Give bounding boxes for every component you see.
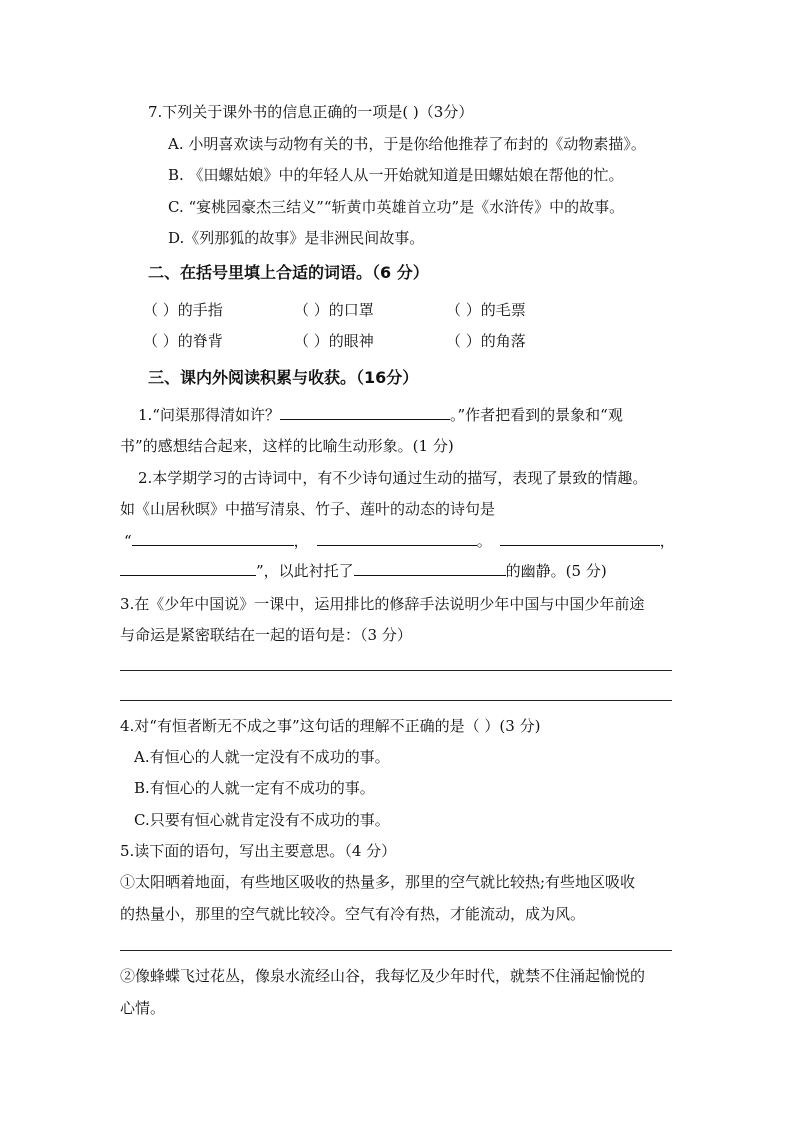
q7-stem: 7.下列关于课外书的信息正确的一项是( )（3分） <box>148 103 474 121</box>
fill-item-money: （ ）的毛票 <box>446 301 526 319</box>
q2-line-4 <box>120 561 607 581</box>
section2-title: 二、在括号里填上合适的词语。（6 分） <box>148 263 429 282</box>
q1-text-b: 。”作者把看到的景象和“观 <box>449 406 623 424</box>
q1-line <box>138 405 623 425</box>
q5-passage-1-line-2: 的热量小，那里的空气就比较冷。空气有冷有热，才能流动，成为风。 <box>120 905 586 923</box>
q5-passage-2-line-1: ②像蜂蝶飞过花丛，像泉水流经山谷，我每忆及少年时代，就禁不住涌起愉悦的 <box>120 967 646 985</box>
q2-line-1: 2.本学期学习的古诗词中，有不少诗句通过生动的描写，表现了景致的情趣。 <box>138 469 648 487</box>
q7-option-d: D.《列那狐的故事》是非洲民间故事。 <box>168 229 425 247</box>
q2-blank-1[interactable] <box>132 531 294 546</box>
q5-stem: 5.读下面的语句，写出主要意思。（4 分） <box>120 842 397 860</box>
q4-option-c: C.只要有恒心就肯定没有不成功的事。 <box>134 811 390 829</box>
q4-option-a: A.有恒心的人就一定没有不成功的事。 <box>134 748 390 766</box>
q2-comma-1: ， <box>293 532 309 550</box>
section3-title: 三、课内外阅读积累与收获。（16分） <box>148 368 419 387</box>
fill-item-back: （ ）的脊背 <box>143 332 223 350</box>
q4-option-b: B.有恒心的人就一定有不成功的事。 <box>134 779 375 797</box>
q3-line-1: 3.在《少年中国说》一课中，运用排比的修辞手法说明少年中国与中国少年前途 <box>120 595 645 613</box>
q2-open-quote: “ <box>124 532 132 550</box>
q7-option-b: B. 《田螺姑娘》中的年轻人从一开始就知道是田螺姑娘在帮他的忙。 <box>168 166 624 184</box>
q2-period: 。 <box>476 532 492 550</box>
q3-answer-line-1[interactable] <box>120 670 672 671</box>
q2-blank-3[interactable] <box>500 531 660 546</box>
q5-answer-line-1[interactable] <box>120 950 672 951</box>
q4-stem: 4.对“有恒者断无不成之事”这句话的理解不正确的是（ ）(3 分) <box>120 717 541 735</box>
fill-item-hands: （ ）的手指 <box>143 301 223 319</box>
q2-line-2: 如《山居秋暝》中描写清泉、竹子、莲叶的动态的诗句是 <box>120 500 496 518</box>
q2-line-3 <box>124 531 675 551</box>
fill-item-eyes: （ ）的眼神 <box>294 332 374 350</box>
q2-text-d1: ”，以此衬托了 <box>256 562 354 580</box>
q1-text-a: 1.“问渠那得清如许？ <box>138 406 280 424</box>
q2-text-d2: 的幽静。(5 分) <box>505 562 607 580</box>
q2-blank-2[interactable] <box>317 531 477 546</box>
fill-item-mask: （ ）的口罩 <box>294 301 374 319</box>
q5-passage-2-line-2: 心情。 <box>120 999 166 1017</box>
fill-item-corner: （ ）的角落 <box>446 332 526 350</box>
q7-option-c: C. “宴桃园豪杰三结义”“斩黄巾英雄首立功”是《水浒传》中的故事。 <box>168 198 625 216</box>
q2-blank-4[interactable] <box>120 561 256 576</box>
q3-answer-line-2[interactable] <box>120 700 672 701</box>
q3-line-2: 与命运是紧密联结在一起的语句是：（3 分） <box>120 626 412 644</box>
q5-passage-1-line-1: ①太阳晒着地面，有些地区吸收的热量多，那里的空气就比较热;有些地区吸收 <box>120 873 636 891</box>
q1-line-2: 书”的感想结合起来，这样的比喻生动形象。(1 分) <box>120 437 454 455</box>
q7-option-a: A. 小明喜欢读与动物有关的书，于是你给他推荐了布封的《动物素描》。 <box>168 135 646 153</box>
q2-blank-5[interactable] <box>354 561 506 576</box>
q1-answer-blank[interactable] <box>280 405 450 420</box>
q2-comma-2: ， <box>659 532 675 550</box>
